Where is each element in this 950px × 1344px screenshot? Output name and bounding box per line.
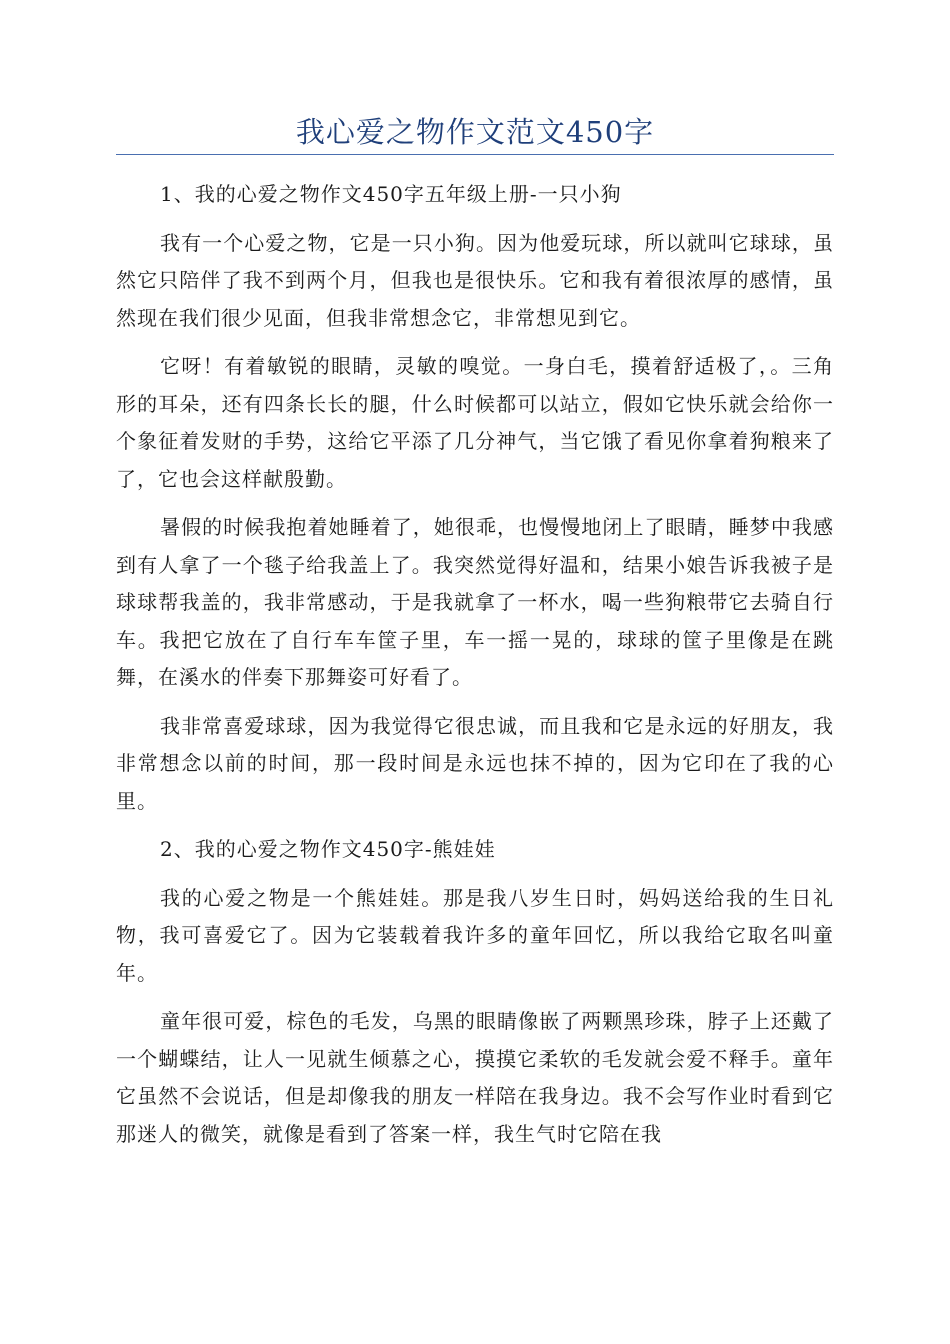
document-title: 我心爱之物作文范文450字 — [295, 115, 655, 149]
section-heading-2: 2、我的心爱之物作文450字-熊娃娃 — [160, 837, 496, 861]
paragraph: 暑假的时候我抱着她睡着了，她很乖，也慢慢地闭上了眼睛，睡梦中我感到有人拿了一个毯子给我盖上了。我突然觉得好温和，结果小娘告诉我被子是球球帮我盖的，我非常感动，于是我就拿了一杯水，喝一些狗粮带它去骑自行车。我把它放在了自行车车筐子里，车一摇一晃的，球球的筐子里像是在跳舞，在溪水的伴奏下那舞姿可好看了。 — [116, 515, 834, 689]
title-underline — [116, 154, 834, 155]
document-page — [116, 0, 834, 1344]
paragraph: 童年很可爱，棕色的毛发，乌黑的眼睛像嵌了两颗黑珍珠，脖子上还戴了一个蝴蝶结，让人一见就生倾慕之心，摸摸它柔软的毛发就会爱不释手。童年它虽然不会说话，但是却像我的朋友一样陪在我身边。我不会写作业时看到它那迷人的微笑，就像是看到了答案一样，我生气时它陪在我 — [116, 1009, 834, 1146]
paragraph: 我非常喜爱球球，因为我觉得它很忠诚，而且我和它是永远的好朋友，我非常想念以前的时间，那一段时间是永远也抹不掉的，因为它印在了我的心里。 — [116, 713, 834, 813]
section-heading-1: 1、我的心爱之物作文450字五年级上册-一只小狗 — [160, 182, 622, 206]
paragraph: 我有一个心爱之物，它是一只小狗。因为他爱玩球，所以就叫它球球，虽然它只陪伴了我不到两个月，但我也是很快乐。它和我有着很浓厚的感情，虽然现在我们很少见面，但我非常想念它，非常想见到它。 — [116, 230, 834, 330]
paragraph: 我的心爱之物是一个熊娃娃。那是我八岁生日时，妈妈送给我的生日礼物，我可喜爱它了。因为它装载着我许多的童年回忆，所以我给它取名叫童年。 — [116, 885, 834, 985]
document-body — [116, 176, 834, 1164]
paragraph: 它呀！有着敏锐的眼睛，灵敏的嗅觉。一身白毛，摸着舒适极了，。三角形的耳朵，还有四条长长的腿，什么时候都可以站立，假如它快乐就会给你一个象征着发财的手势，这给它平添了几分神气，当它饿了看见你拿着狗粮来了了，它也会这样献殷勤。 — [116, 354, 834, 491]
